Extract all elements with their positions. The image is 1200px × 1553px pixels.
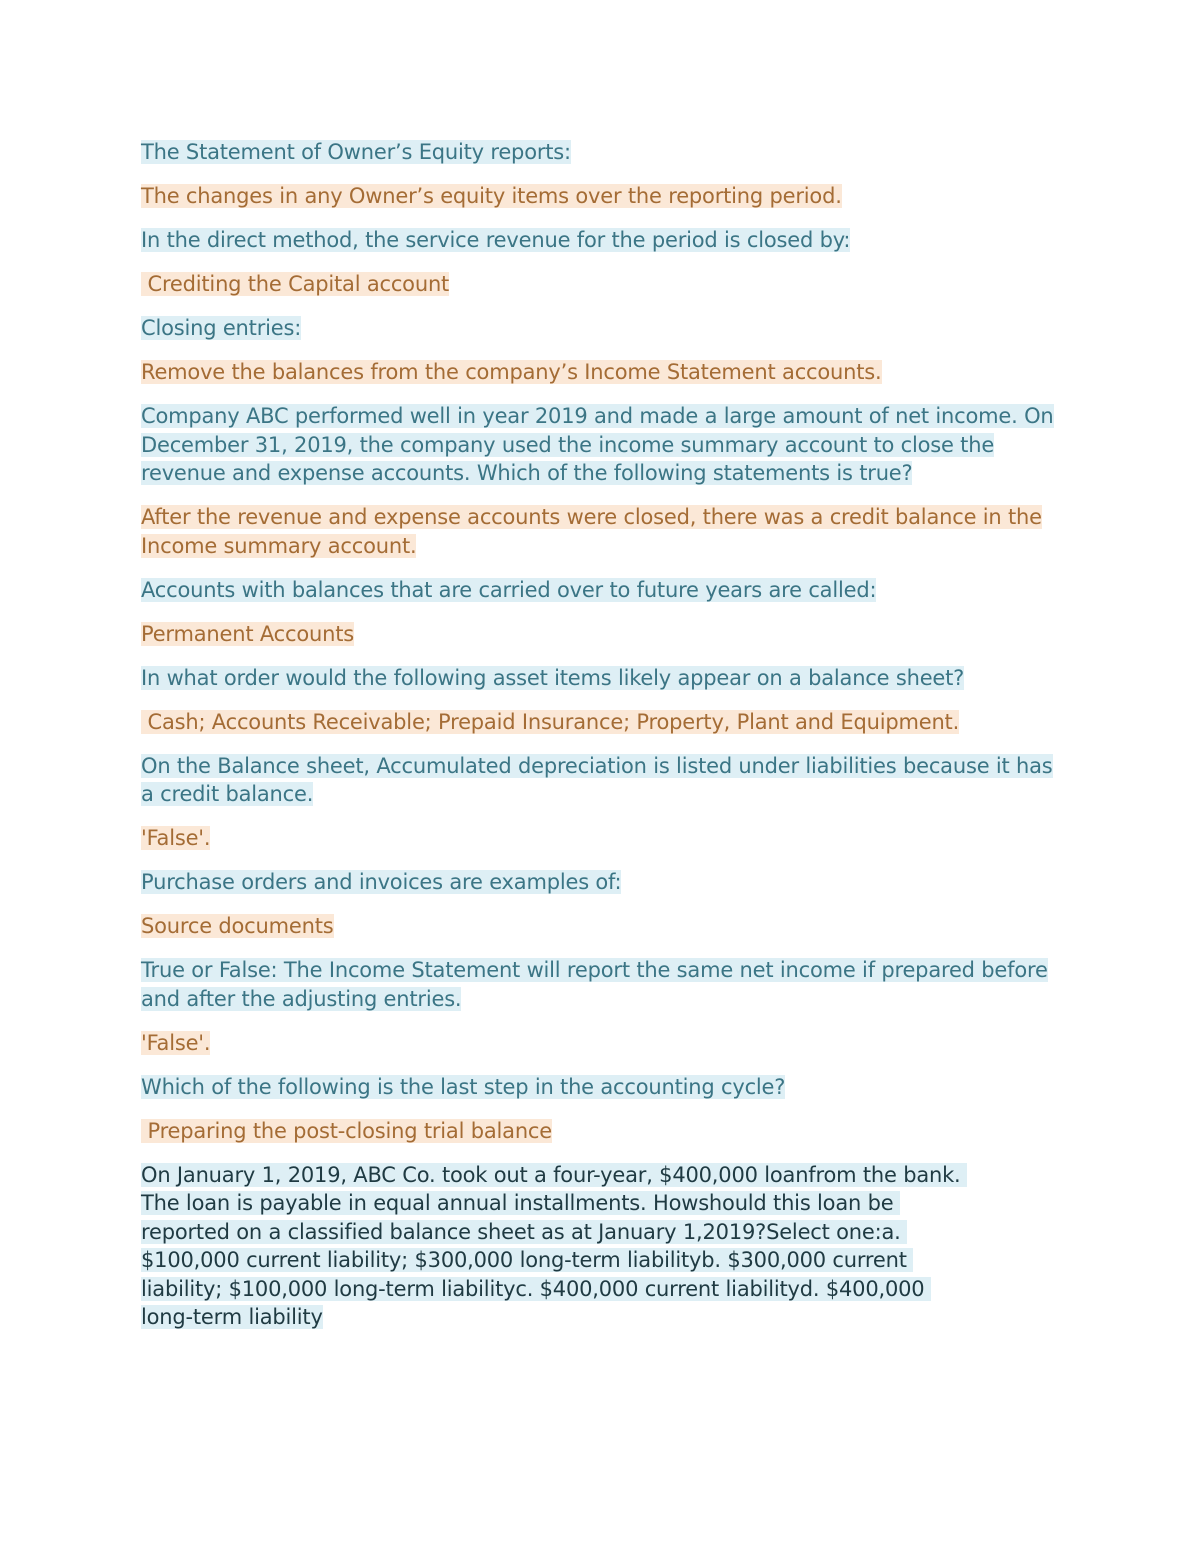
answer-paragraph	[141, 182, 1071, 211]
question-paragraph	[141, 576, 1071, 605]
answer-text: Crediting the Capital account	[141, 272, 450, 296]
question-text: The Statement of Owner’s Equity reports:	[141, 140, 571, 164]
question-text: In the direct method, the service revenue for the period is closed by:	[141, 228, 851, 252]
answer-text: The changes in any Owner’s equity items over the reporting period.	[141, 184, 842, 208]
question-paragraph	[141, 402, 1071, 488]
question-text: Accounts with balances that are carried over to future years are called:	[141, 577, 877, 602]
question-paragraph	[141, 868, 1071, 897]
question-paragraph	[141, 956, 1071, 1013]
question-text: Which of the following is the last step in the accounting cycle?	[141, 1074, 786, 1099]
answer-text: Preparing the post-closing trial balance	[141, 1118, 552, 1143]
answer-text: Cash; Accounts Receivable; Prepaid Insurance; Property, Plant and Equipment.	[141, 709, 960, 734]
document-page	[141, 138, 1071, 1347]
answer-paragraph	[141, 708, 1071, 737]
final-question-line: The loan is payable in equal annual installments. Howshould this loan be	[141, 1191, 900, 1215]
answer-paragraph	[141, 270, 1071, 299]
question-text: In what order would the following asset items likely appear on a balance sheet?	[141, 665, 965, 690]
question-text: On the Balance sheet, Accumulated depreciation is listed under liabilities because it has a credit balance.	[141, 753, 1053, 806]
question-text: Closing entries:	[141, 316, 302, 340]
final-question-line: liability; $100,000 long-term liabilityc. $400,000 current liabilityd. $400,000	[141, 1276, 931, 1301]
answer-paragraph	[141, 358, 1071, 387]
final-question-line: long-term liability	[141, 1305, 323, 1329]
final-question-line: $100,000 current liability; $300,000 long-term liabilityb. $300,000 current	[141, 1248, 914, 1272]
question-paragraph	[141, 226, 1071, 255]
final-question-paragraph	[141, 1161, 1071, 1332]
final-question-line: reported on a classified balance sheet as at January 1,2019?Select one:a.	[141, 1219, 908, 1244]
question-paragraph	[141, 314, 1071, 343]
answer-paragraph	[141, 503, 1071, 560]
answer-text: 'False'.	[141, 826, 211, 850]
answer-text: Permanent Accounts	[141, 621, 355, 646]
question-text: True or False: The Income Statement will report the same net income if prepared before and after the adjusting entries.	[141, 958, 1048, 1011]
answer-text: 'False'.	[141, 1030, 211, 1055]
answer-paragraph	[141, 620, 1071, 649]
answer-paragraph	[141, 1029, 1071, 1058]
question-text: Company ABC performed well in year 2019 and made a large amount of net income. On December 31, 2019, the company used the income summary account to close the revenue and expense accounts. Which of the following statements is true?	[141, 404, 1054, 485]
question-paragraph	[141, 752, 1071, 809]
answer-paragraph	[141, 1117, 1071, 1146]
answer-paragraph	[141, 912, 1071, 941]
answer-paragraph	[141, 824, 1071, 853]
question-paragraph	[141, 664, 1071, 693]
final-question-line: On January 1, 2019, ABC Co. took out a four-year, $400,000 loanfrom the bank.	[141, 1162, 968, 1187]
answer-text: Remove the balances from the company’s Income Statement accounts.	[141, 360, 882, 384]
question-text: Purchase orders and invoices are examples of:	[141, 870, 622, 894]
question-paragraph	[141, 1073, 1071, 1102]
answer-text: Source documents	[141, 914, 334, 938]
answer-text: After the revenue and expense accounts were closed, there was a credit balance in the Income summary account.	[141, 505, 1042, 558]
question-paragraph	[141, 138, 1071, 167]
